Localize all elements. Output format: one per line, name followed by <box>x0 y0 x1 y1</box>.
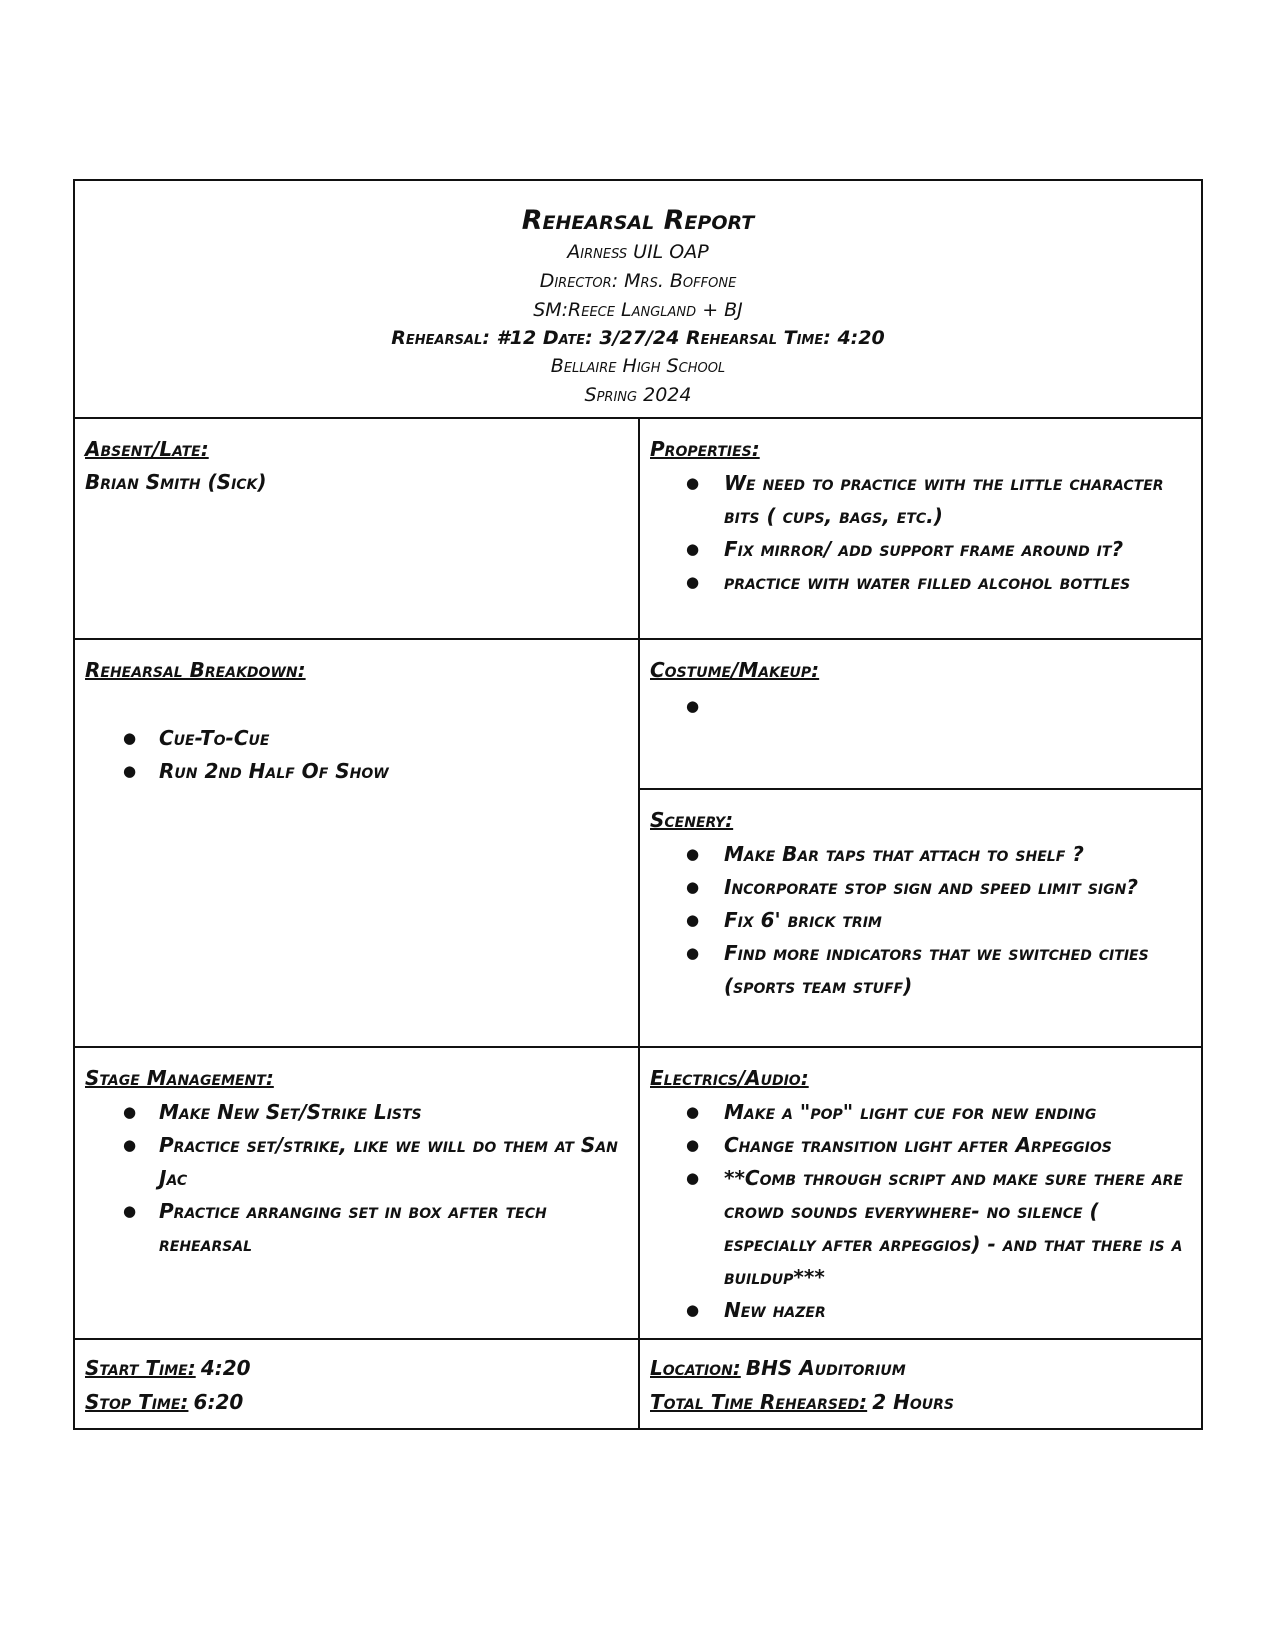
stage-management-label: Stage Management: <box>85 1066 274 1090</box>
rehearsal-breakdown-label: Rehearsal Breakdown: <box>85 658 306 682</box>
stage-management-cell <box>73 1046 640 1340</box>
scenery-label: Scenery: <box>650 808 734 832</box>
list-item: ● Run 2nd Half Of Show <box>75 755 632 788</box>
scenery-list <box>640 838 1195 1003</box>
list-item: ● Fix 6' brick trim <box>640 904 1195 937</box>
scenery-cell <box>638 788 1203 1048</box>
stop-time-row <box>85 1390 243 1414</box>
total-time-row <box>650 1390 954 1414</box>
list-item: ● Make a "pop" light cue for new ending <box>640 1096 1195 1129</box>
list-item: ● Cue-To-Cue <box>75 722 632 755</box>
electrics-audio-label: Electrics/Audio: <box>650 1066 809 1090</box>
list-item: ● **Comb through script and make sure there are crowd sounds everywhere- no silence ( especially after arpeggios) - and that there is a buildup*** <box>640 1162 1195 1294</box>
costume-list <box>640 690 1195 723</box>
list-item: ● Practice arranging set in box after tech rehearsal <box>75 1195 632 1261</box>
list-item: ● practice with water filled alcohol bottles <box>640 566 1195 599</box>
list-item: ● New hazer <box>640 1294 1195 1327</box>
costume-makeup-label: Costume/Makeup: <box>650 658 820 682</box>
report-header <box>73 179 1203 419</box>
electrics-list <box>640 1096 1195 1327</box>
start-time-row <box>85 1356 251 1380</box>
total-time-value: 2 Hours <box>872 1390 955 1414</box>
list-item: ● Make Bar taps that attach to shelf ? <box>640 838 1195 871</box>
list-item: ● Practice set/strike, like we will do them at San Jac <box>75 1129 632 1195</box>
list-item <box>640 690 1195 723</box>
stage-manager-line: SM:Reece Langland + BJ <box>533 299 743 321</box>
list-item: ● Make New Set/Strike Lists <box>75 1096 632 1129</box>
location-value: BHS Auditorium <box>745 1356 906 1380</box>
stop-time-value: 6:20 <box>193 1390 244 1414</box>
start-time-value: 4:20 <box>200 1356 251 1380</box>
list-item: ● Change transition light after Arpeggios <box>640 1129 1195 1162</box>
term-line: Spring 2024 <box>584 384 692 406</box>
school-line: Bellaire High School <box>550 355 726 377</box>
list-item: ● Find more indicators that we switched cities (sports team stuff) <box>640 937 1195 1003</box>
stage-management-list <box>75 1096 632 1261</box>
show-title: Airness UIL OAP <box>567 241 709 263</box>
report-title: Rehearsal Report <box>521 205 755 236</box>
director-line: Director: Mrs. Boffone <box>539 270 737 292</box>
stop-time-label: Stop Time: <box>85 1390 189 1414</box>
costume-makeup-cell <box>638 638 1203 790</box>
rehearsal-info-line: Rehearsal: #12 Date: 3/27/24 Rehearsal Time: 4:20 <box>391 327 885 349</box>
times-cell <box>73 1338 640 1430</box>
properties-cell <box>638 417 1203 640</box>
list-item: ● Fix mirror/ add support frame around it? <box>640 533 1195 566</box>
absent-late-label: Absent/Late: <box>85 437 209 461</box>
rehearsal-breakdown-cell <box>73 638 640 1048</box>
location-row <box>650 1356 906 1380</box>
total-time-label: Total Time Rehearsed: <box>650 1390 868 1414</box>
location-cell <box>638 1338 1203 1430</box>
electrics-audio-cell <box>638 1046 1203 1340</box>
start-time-label: Start Time: <box>85 1356 196 1380</box>
breakdown-list <box>75 722 632 788</box>
properties-list <box>640 467 1195 599</box>
absent-late-value: Brian Smith (Sick) <box>85 470 267 494</box>
list-item: ● We need to practice with the little character bits ( cups, bags, etc.) <box>640 467 1195 533</box>
absent-late-cell <box>73 417 640 640</box>
list-item: ● Incorporate stop sign and speed limit sign? <box>640 871 1195 904</box>
location-label: Location: <box>650 1356 741 1380</box>
properties-label: Properties: <box>650 437 760 461</box>
